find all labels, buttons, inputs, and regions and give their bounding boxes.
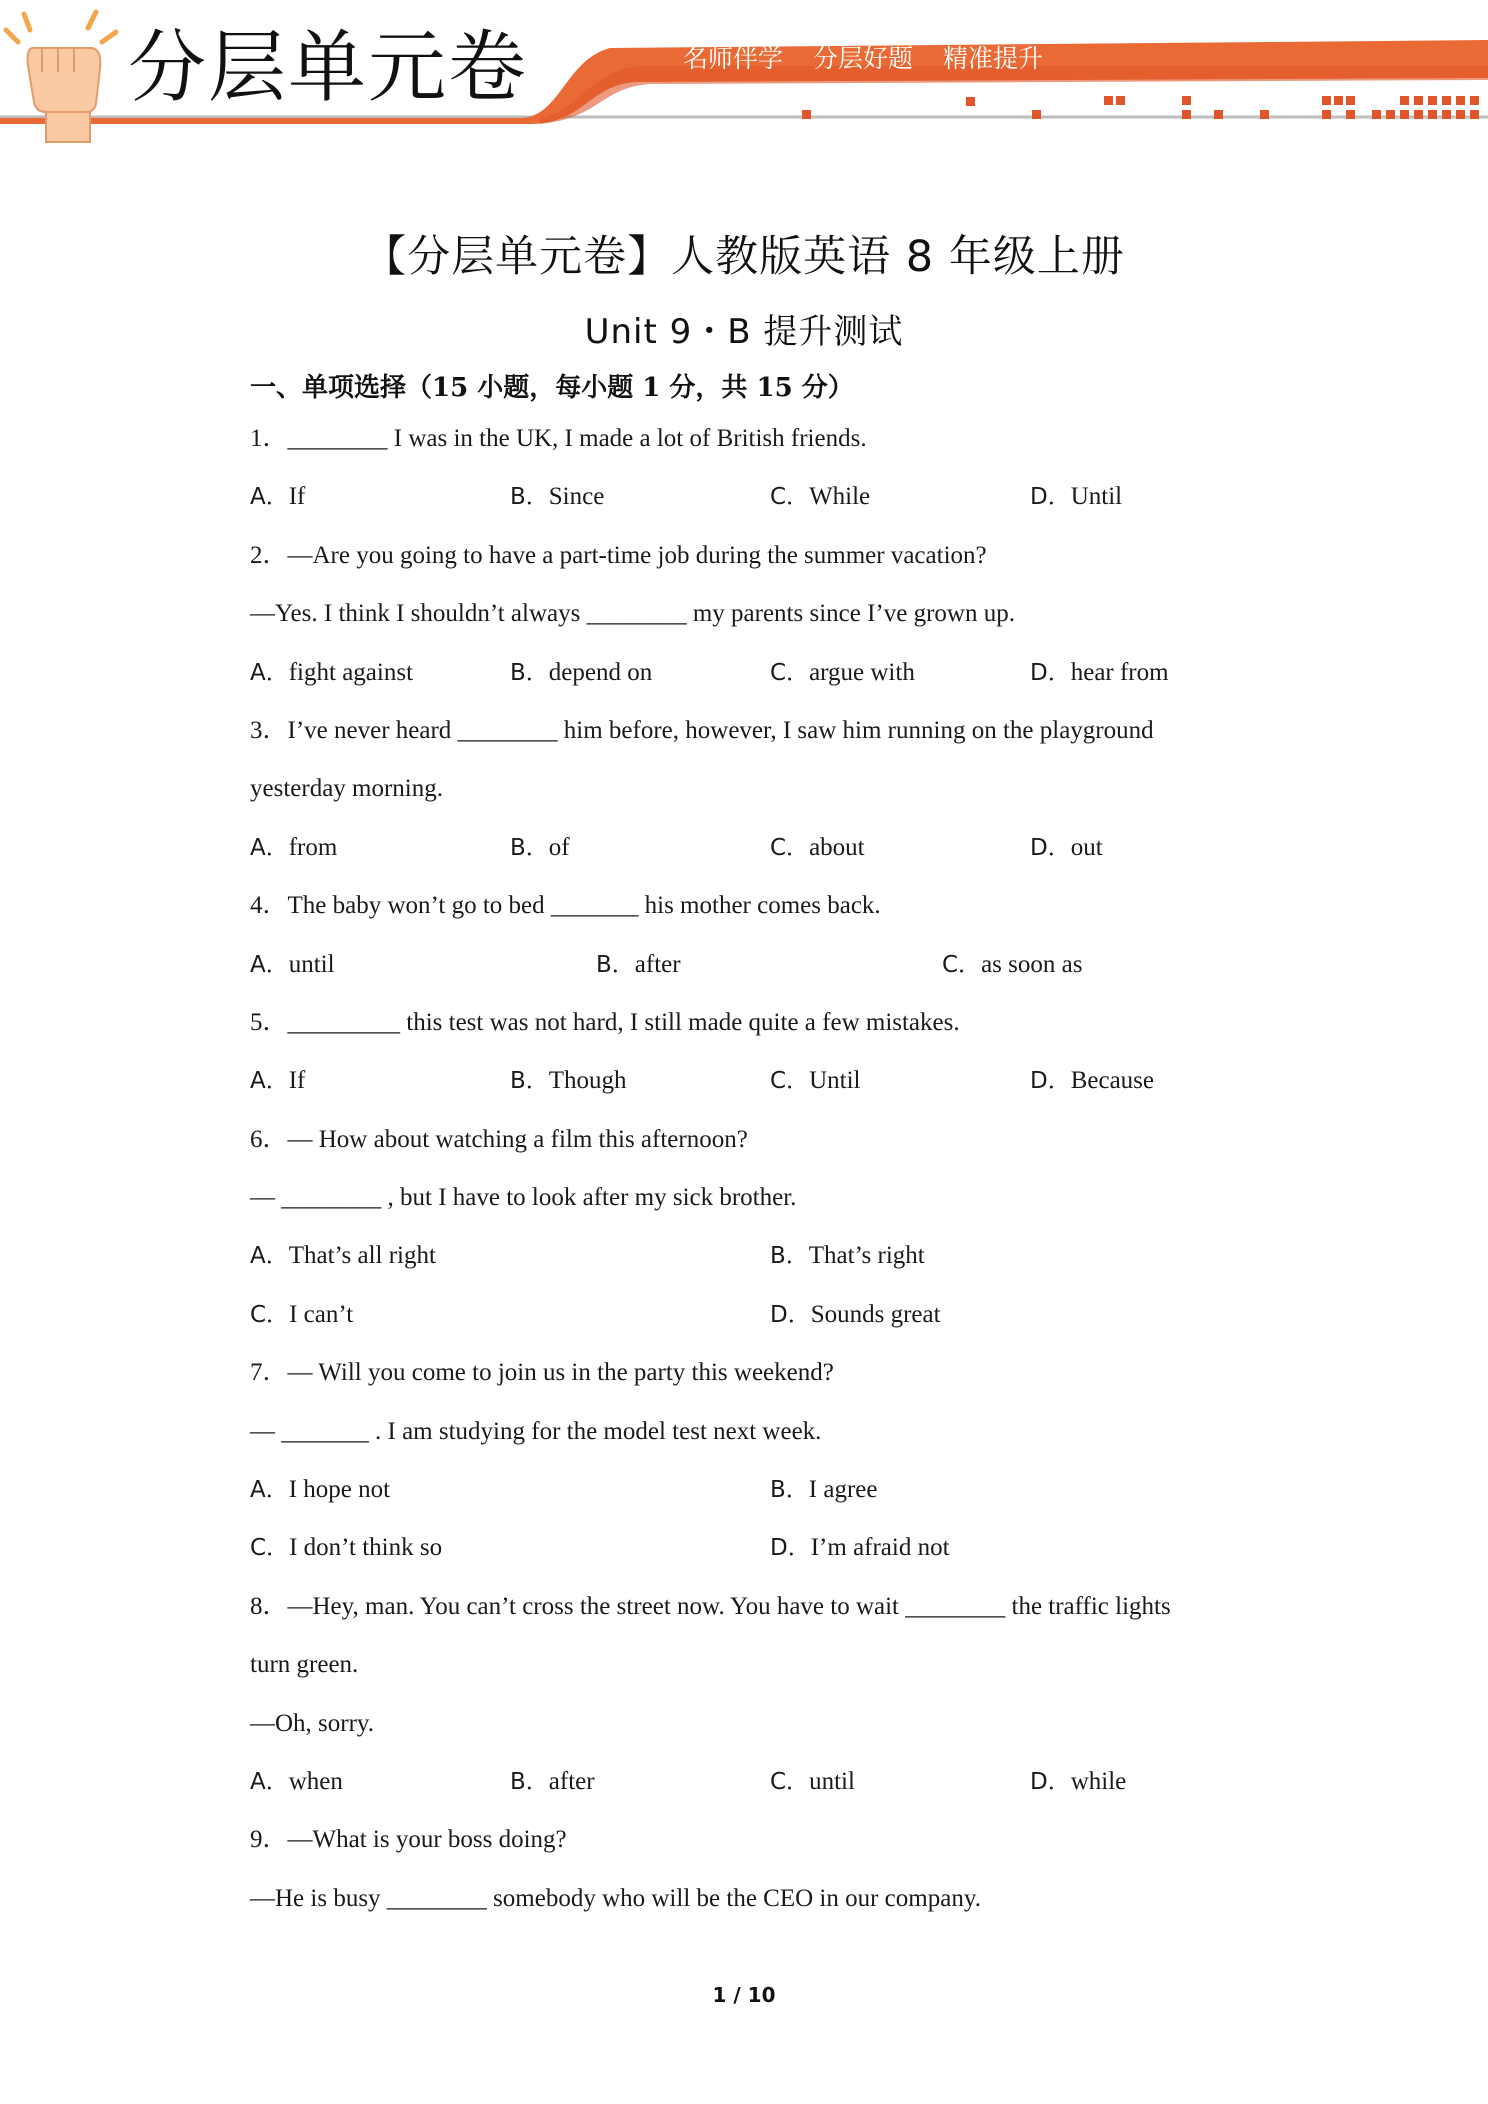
question-3-stem-cont: yesterday morning. — [250, 775, 444, 803]
question-list — [250, 418, 1270, 1936]
header-banner — [0, 0, 1488, 150]
question-6-options-cd — [250, 1294, 1270, 1352]
option-c: C．until — [770, 1767, 855, 1795]
slogan-1: 名师伴学 — [683, 44, 784, 73]
option-c: C．about — [770, 833, 865, 861]
question-8-stem-cont: turn green. — [250, 1651, 359, 1679]
option-d: D．while — [1030, 1767, 1127, 1795]
question-1-stem: 1．________ I was in the UK, I made a lot of British friends. — [250, 425, 867, 452]
question-4-stem: 4．The baby won’t go to bed _______ his mother comes back. — [250, 892, 881, 920]
header-slogans — [683, 42, 1123, 76]
page-title: 【分层单元卷】人教版英语 8 年级上册 — [363, 232, 1125, 282]
option-b: B．Though — [510, 1067, 627, 1095]
option-b: B．Since — [510, 483, 605, 511]
option-c: C．While — [770, 483, 871, 511]
question-9-reply: —He is busy ________ somebody who will be the CEO in our company. — [250, 1884, 981, 1912]
option-b: B．after — [596, 950, 681, 978]
option-c: C．Until — [770, 1067, 861, 1095]
question-2-options — [250, 652, 1270, 710]
brand-title: 分层单元卷 — [128, 23, 529, 113]
option-b: B．I agree — [770, 1476, 878, 1504]
question-5-stem: 5．_________ this test was not hard, I still made quite a few mistakes. — [250, 1008, 960, 1036]
option-d: D．hear from — [1030, 658, 1169, 686]
raised-fist-icon — [2, 8, 122, 148]
question-7-stem: 7．— Will you come to join us in the party this weekend? — [250, 1359, 834, 1387]
option-a: A．fight against — [250, 658, 414, 686]
question-8-stem: 8．—Hey, man. You can’t cross the street now. You have to wait ________ the traffic lights — [250, 1592, 1171, 1620]
option-c: C．argue with — [770, 658, 915, 686]
option-c: C．I can’t — [250, 1300, 354, 1328]
option-a: A．when — [250, 1767, 343, 1795]
page-number: 1 / 10 — [712, 1983, 776, 2007]
option-a: A．until — [250, 950, 335, 978]
question-1-options — [250, 476, 1270, 534]
option-b: B．depend on — [510, 658, 653, 686]
question-6-reply: — ________ , but I have to look after my sick brother. — [250, 1184, 797, 1212]
question-8-reply: —Oh, sorry. — [250, 1709, 375, 1737]
question-7-options-cd — [250, 1527, 1270, 1585]
question-7-reply: — _______ . I am studying for the model test next week. — [250, 1417, 822, 1445]
page-subtitle: Unit 9・B 提升测试 — [584, 312, 904, 352]
option-a: A．from — [250, 833, 338, 861]
option-a: A．If — [250, 483, 306, 511]
question-2-stem: 2．—Are you going to have a part-time job during the summer vacation? — [250, 541, 987, 569]
option-a: A．If — [250, 1067, 306, 1095]
option-a: A．I hope not — [250, 1476, 391, 1504]
option-d: D．out — [1030, 833, 1103, 861]
option-d: D．Until — [1030, 483, 1123, 511]
option-d: D．I’m afraid not — [770, 1534, 950, 1562]
option-d: D．Because — [1030, 1067, 1155, 1095]
question-8-options — [250, 1761, 1270, 1819]
question-5-options — [250, 1060, 1270, 1118]
question-3-options — [250, 827, 1270, 885]
option-b: B．after — [510, 1767, 595, 1795]
option-d: D．Sounds great — [770, 1300, 941, 1328]
slogan-3: 精准提升 — [943, 44, 1044, 73]
question-2-reply: —Yes. I think I shouldn’t always ________ my parents since I’ve grown up. — [250, 600, 1015, 628]
question-4-options — [250, 944, 1270, 1002]
question-6-stem: 6．— How about watching a film this afternoon? — [250, 1125, 748, 1153]
option-b: B．of — [510, 833, 570, 861]
question-9-stem: 9．—What is your boss doing? — [250, 1826, 567, 1854]
question-3-stem: 3．I’ve never heard ________ him before, however, I saw him running on the playground — [250, 716, 1154, 744]
slogan-2: 分层好题 — [813, 44, 914, 73]
option-b: B．That’s right — [770, 1242, 925, 1270]
option-c: C．as soon as — [942, 950, 1083, 978]
section-heading: 一、单项选择（15 小题，每小题 1 分，共 15 分） — [250, 373, 854, 403]
question-6-options-ab — [250, 1235, 1270, 1293]
option-c: C．I don’t think so — [250, 1534, 443, 1562]
question-7-options-ab — [250, 1469, 1270, 1527]
option-a: A．That’s all right — [250, 1242, 436, 1270]
